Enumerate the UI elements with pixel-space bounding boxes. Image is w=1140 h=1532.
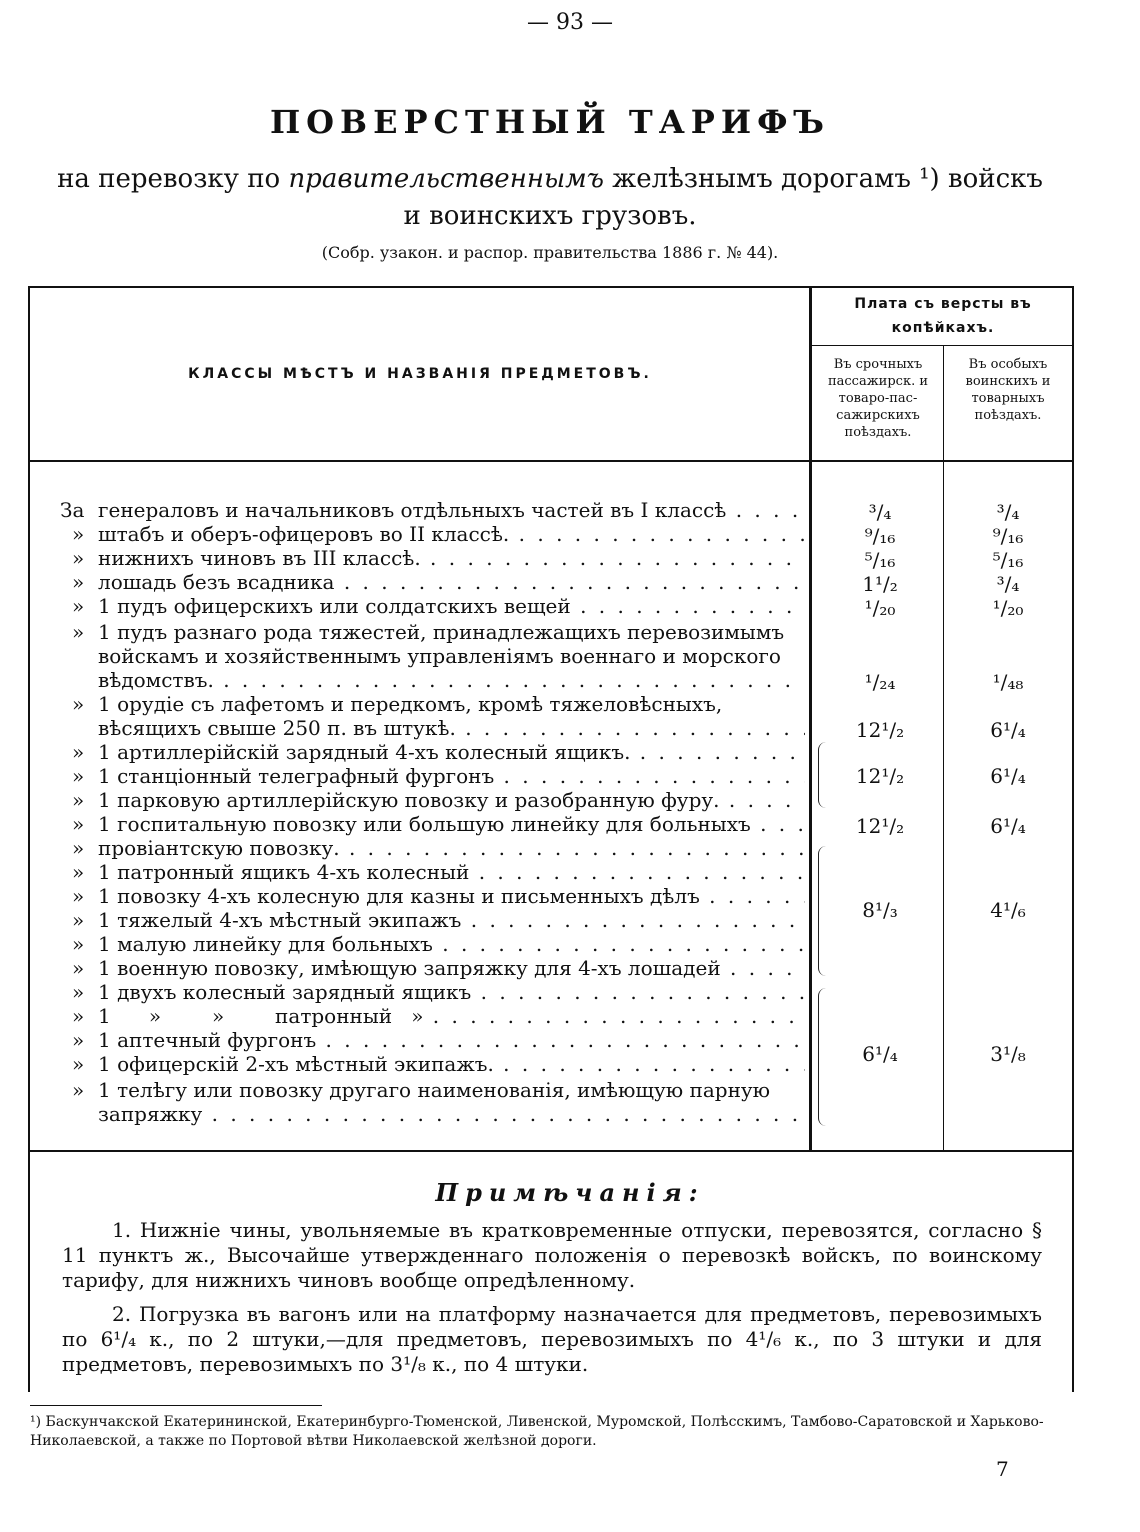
row-mark: » <box>72 1028 85 1052</box>
row-text: 1 офицерскій 2-хъ мѣстный экипажъ. <box>98 1052 494 1076</box>
row-mark: » <box>72 764 85 788</box>
row-mark: » <box>72 1078 85 1102</box>
table-row <box>60 498 805 522</box>
table-row <box>60 788 805 812</box>
table-row <box>60 692 805 716</box>
table-row <box>60 956 805 980</box>
row-text: 1 артиллерійскій зарядный 4-хъ колесный ящикъ. <box>98 740 631 764</box>
rate-col1: ¹/₂₄ <box>864 670 896 694</box>
row-text: вѣдомствъ. <box>98 668 214 692</box>
rate-col2: ³/₄ <box>996 572 1020 596</box>
note-2 <box>62 1302 1042 1377</box>
row-mark: » <box>72 812 85 836</box>
rate-col1: 12¹/₂ <box>855 764 905 788</box>
subtitle-line1 <box>30 164 1070 194</box>
source-citation: (Собр. узакон. и распор. правительства 1886 г. № 44). <box>321 243 779 262</box>
notes-title: Примѣчанія: <box>435 1178 705 1207</box>
table-row <box>60 1078 805 1102</box>
subtitle-post: желѣзнымъ дорогамъ ¹) войскъ <box>604 164 1043 194</box>
table-row <box>60 836 805 860</box>
row-mark: » <box>72 788 85 812</box>
row-text: лошадь безъ всадника <box>98 570 335 594</box>
rate-col2: 3¹/₈ <box>990 1042 1026 1066</box>
rate-col2: 6¹/₄ <box>990 718 1026 742</box>
table-row <box>60 620 805 644</box>
rate-col1: ⁵/₁₆ <box>864 548 896 572</box>
table-row <box>60 884 805 908</box>
note-2-text: 2. Погрузка въ вагонъ или на платформу назначается для предметовъ, перевозимыхъ по 6¹/₄ к., по 2 штуки,—для предметовъ, перевозимыхъ по 4¹/₆ к., по 3 штуки и для предметовъ, перевозимыхъ по 3¹/₈ к., по 4 штуки. <box>62 1302 1042 1376</box>
row-text: 1 телѣгу или повозку другаго наименованія, имѣющую парную <box>98 1078 771 1102</box>
row-text: 1 малую линейку для больныхъ <box>98 932 433 956</box>
row-mark: » <box>72 1052 85 1076</box>
table-row <box>60 594 805 618</box>
rate-col1: ¹/₂₀ <box>864 596 896 620</box>
row-mark: » <box>72 594 85 618</box>
rate-col1: 12¹/₂ <box>855 814 905 838</box>
row-mark: » <box>72 522 85 546</box>
note-1 <box>62 1218 1042 1293</box>
rate-col2: 4¹/₆ <box>990 898 1026 922</box>
table-row <box>60 860 805 884</box>
row-text: войскамъ и хозяйственнымъ управленіямъ военнаго и морского <box>98 644 781 668</box>
rate-col2: ⁹/₁₆ <box>992 524 1024 548</box>
rate-col1: ⁹/₁₆ <box>864 524 896 548</box>
row-text: штабъ и оберъ-офицеровъ во II классѣ. <box>98 522 510 546</box>
row-mark: » <box>72 908 85 932</box>
row-text: 1 станціонный телеграфный фургонъ <box>98 764 495 788</box>
row-text: 1 аптечный фургонъ <box>98 1028 317 1052</box>
table-row <box>60 1052 805 1076</box>
header-bottom-rule <box>30 460 1072 462</box>
table-divider-cols <box>943 346 944 1150</box>
row-text: нижнихъ чиновъ въ III классѣ. <box>98 546 421 570</box>
table-row <box>60 1004 805 1028</box>
table-row <box>60 764 805 788</box>
table-divider-main <box>809 288 812 1150</box>
pay-header: Плата съ версты въ копѣйкахъ. <box>854 296 1032 336</box>
table-row <box>60 644 805 668</box>
row-mark: » <box>72 884 85 908</box>
row-mark: » <box>72 740 85 764</box>
table-row <box>60 716 805 740</box>
page-number: — 93 — <box>527 10 613 35</box>
table-row <box>60 546 805 570</box>
col2-header: Въ особыхъ воинскихъ и товарныхъ поѣздахъ. <box>965 357 1051 423</box>
page-title: ПОВЕРСТНЫЙ ТАРИФЪ <box>269 103 831 141</box>
subtitle-pre: на перевозку по <box>57 164 289 194</box>
rate-col1: 8¹/₃ <box>862 898 898 922</box>
row-mark: » <box>72 932 85 956</box>
header-subrule <box>812 345 1072 346</box>
rate-col2: 6¹/₄ <box>990 764 1026 788</box>
row-text: 1 пудъ разнаго рода тяжестей, принадлежащихъ перевозимымъ <box>98 620 785 644</box>
row-text: 1 парковую артиллерійскую повозку и разобранную фуру. <box>98 788 720 812</box>
row-mark: » <box>72 956 85 980</box>
footnote-rule <box>30 1405 322 1406</box>
table-bottom-rule <box>30 1150 1072 1152</box>
row-mark: » <box>72 836 85 860</box>
rate-col1: 6¹/₄ <box>862 1042 898 1066</box>
table-row <box>60 668 805 692</box>
table-row <box>60 908 805 932</box>
subtitle-italic: правительственнымъ <box>288 164 605 194</box>
row-text: вѣсящихъ свыше 250 п. въ штукѣ. <box>98 716 456 740</box>
table-row <box>60 980 805 1004</box>
classes-header: КЛАССЫ МѢСТЪ И НАЗВАНІЯ ПРЕДМЕТОВЪ. <box>188 366 652 382</box>
rate-col1: ³/₄ <box>868 500 892 524</box>
col1-header: Въ срочныхъ пассажирск. и товаро-пас-сажирскихъ поѣздахъ. <box>827 357 928 440</box>
table-row <box>60 1102 805 1126</box>
row-text: генераловъ и начальниковъ отдѣльныхъ частей въ I классѣ <box>98 498 727 522</box>
row-mark: » <box>72 980 85 1004</box>
table-row <box>60 570 805 594</box>
rate-col2: ³/₄ <box>996 500 1020 524</box>
rate-col2: 6¹/₄ <box>990 814 1026 838</box>
row-text: 1 тяжелый 4-хъ мѣстный экипажъ <box>98 908 462 932</box>
row-text: провіантскую повозку. <box>98 836 340 860</box>
row-mark: » <box>72 692 85 716</box>
table-row <box>60 522 805 546</box>
row-mark: » <box>72 570 85 594</box>
subtitle-line2: и воинскихъ грузовъ. <box>403 201 697 231</box>
rate-col2: ¹/₂₀ <box>992 596 1024 620</box>
row-mark: » <box>72 860 85 884</box>
row-text: 1 двухъ колесный зарядный ящикъ <box>98 980 472 1004</box>
row-mark: За <box>60 498 85 522</box>
row-text: 1 госпитальную повозку или большую линейку для больныхъ <box>98 812 751 836</box>
row-text: запряжку <box>98 1102 203 1126</box>
row-text: 1 пудъ офицерскихъ или солдатскихъ вещей <box>98 594 571 618</box>
rate-col1: 1¹/₂ <box>862 572 898 596</box>
row-text: 1 патронный ящикъ 4-хъ колесный <box>98 860 470 884</box>
footnote: ¹) Баскунчакской Екатерининской, Екатеринбурго-Тюменской, Ливенской, Муромской, Полѣсскимъ, Тамбово-Саратовской и Харьково-Николаевской, а также по Портовой вѣтви Николаевской желѣзной дороги. <box>30 1414 1044 1449</box>
row-text: 1 » » патронный » <box>98 1004 424 1028</box>
row-mark: » <box>72 620 85 644</box>
row-mark: » <box>72 1004 85 1028</box>
table-row <box>60 740 805 764</box>
row-text: 1 военную повозку, имѣющую запряжку для 4-хъ лошадей <box>98 956 721 980</box>
rate-col1: 12¹/₂ <box>855 718 905 742</box>
row-mark: » <box>72 546 85 570</box>
rate-col2: ¹/₄₈ <box>992 670 1024 694</box>
table-row <box>60 1028 805 1052</box>
note-1-text: 1. Нижніе чины, увольняемые въ кратковременные отпуски, перевозятся, согласно § 11 пунктъ ж., Высочайше утвержденнаго положенія о перевозкѣ войскъ, по воинскому тарифу, для нижнихъ чиновъ вообще опредѣленному. <box>62 1218 1042 1292</box>
row-text: 1 повозку 4-хъ колесную для казны и письменныхъ дѣлъ <box>98 884 700 908</box>
table-row <box>60 812 805 836</box>
row-text: 1 орудіе съ лафетомъ и передкомъ, кромѣ тяжеловѣсныхъ, <box>98 692 723 716</box>
rate-col2: ⁵/₁₆ <box>992 548 1024 572</box>
signature-mark: 7 <box>996 1457 1009 1481</box>
table-row <box>60 932 805 956</box>
